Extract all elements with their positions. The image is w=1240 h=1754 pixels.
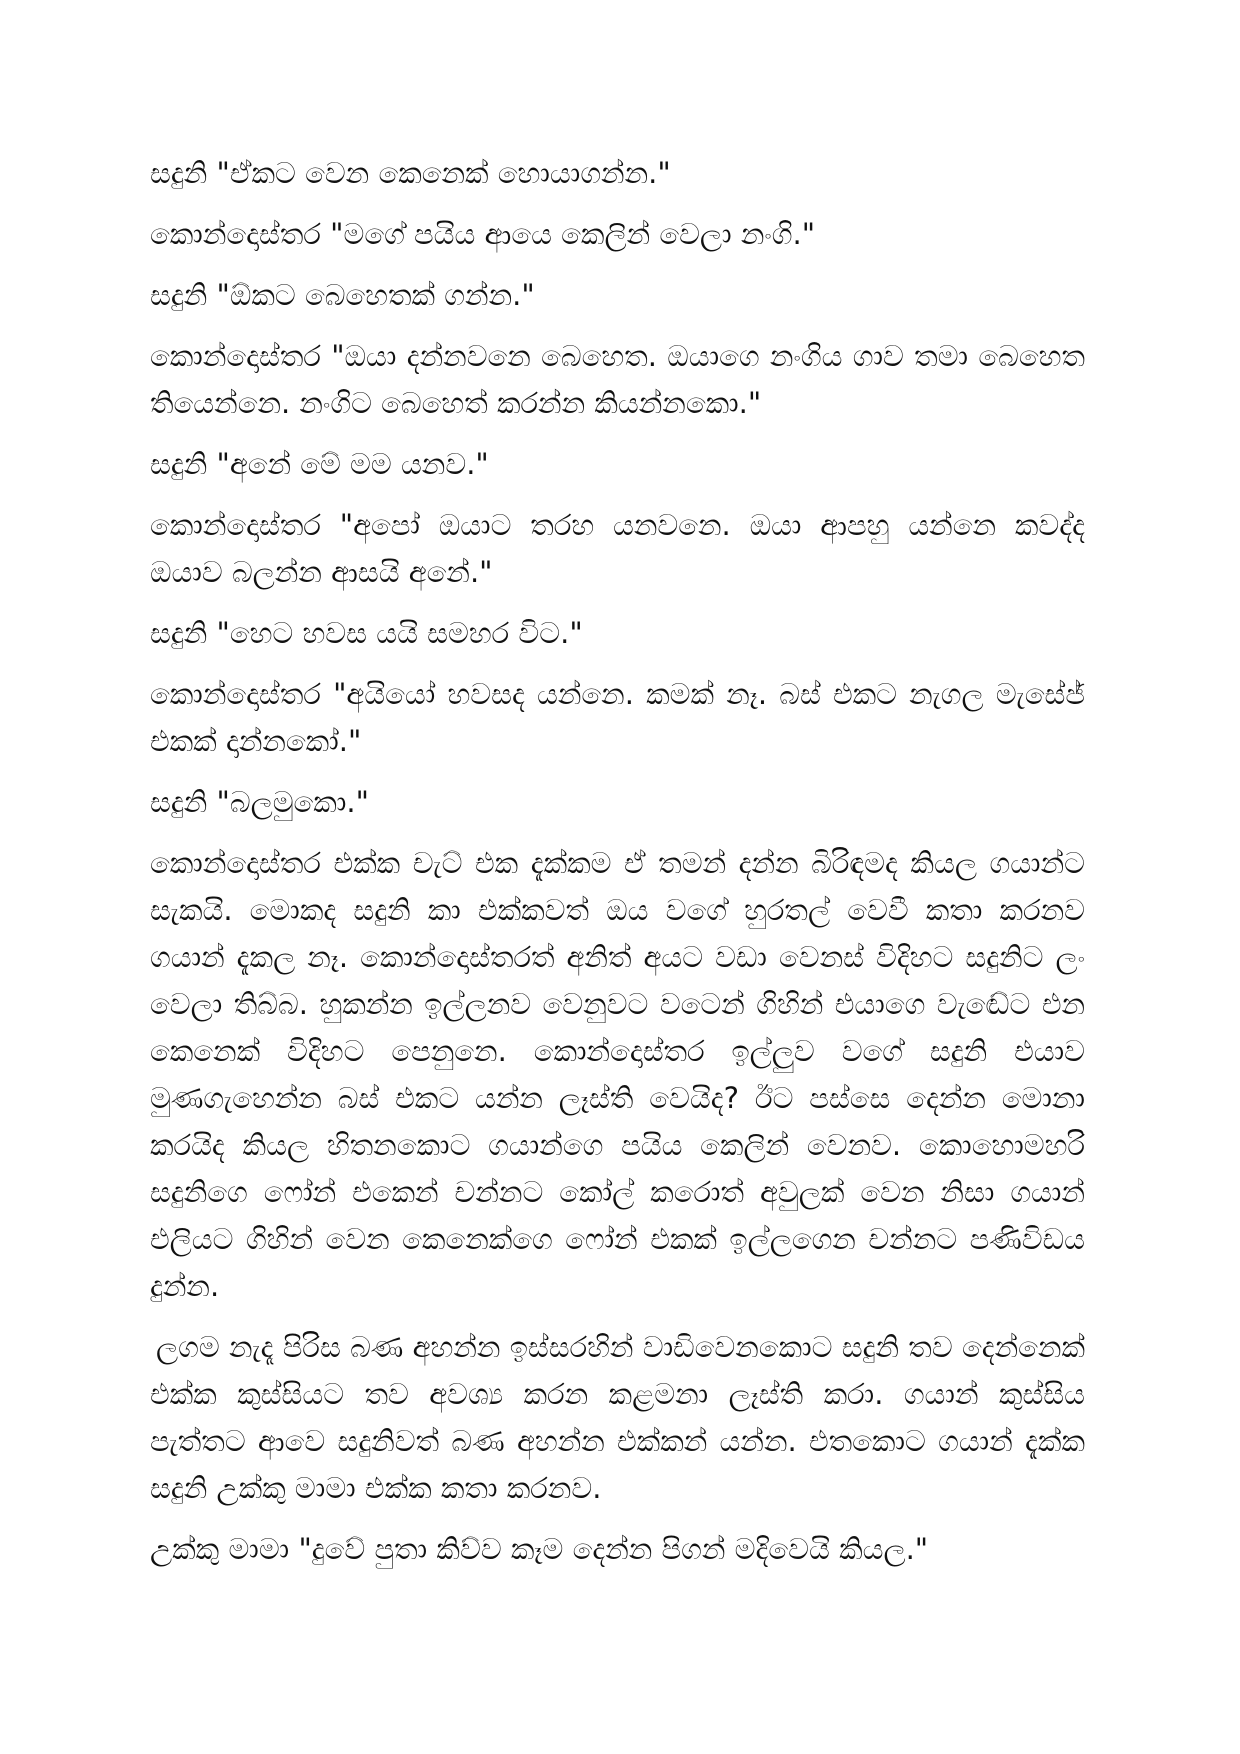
dialogue-line: සදුනි "ඕකට බෙහෙතක් ගන්න." bbox=[150, 278, 535, 312]
narrative-paragraph: ලගම නැදෑ පිරිස බණ අහන්න ඉස්සරහින් වාඩිවෙනකොට සදුනි තව දෙන්නෙක් එක්ක කුස්සියට තව අවශ්‍ය කරන කළමනා ලෑස්ති කරා. ගයාන් කුස්සිය පැත්තට ආවෙ සදුනිවත් බණ අහන්න එක්කන් යන්න. එතකොට ගයාන් දැක්ක සදුනි උක්කු මාමා එක්ක කතා කරනව. bbox=[150, 1330, 1085, 1505]
dialogue-line: සදුනි "අනේ මේ මම යනව." bbox=[150, 447, 489, 481]
document-page bbox=[150, 150, 1085, 1587]
dialogue-line: උක්කු මාමා "දුවේ පුතා කිව්ව කෑම දෙන්න පිගන් මදිවෙයි කියල." bbox=[150, 1532, 929, 1566]
dialogue-line: සදුනි "හෙට හවස යයි සමහර විට." bbox=[150, 616, 583, 650]
dialogue-line: සදුනි "ඒකට වෙන කෙනෙක් හොයාගන්න." bbox=[150, 156, 671, 190]
dialogue-line: කොන්දොස්තර "ඔයා දන්නවනෙ බෙහෙත. ඔයාගෙ නංගිය ගාව තමා බෙහෙත තියෙන්නෙ. නංගිට බෙහෙත් කරන්න කියන්නකො." bbox=[150, 339, 1085, 420]
dialogue-line: කොන්දොස්තර "අපෝ ඔයාට තරහ යනවනෙ. ඔයා ආපහු යන්නෙ කවද්ද ඔයාව බලන්න ආසයි අනේ." bbox=[150, 508, 1085, 589]
narrative-paragraph: කොන්දොස්තර එක්ක චැට් එක දැක්කම ඒ තමන් දන්න බිරිඳමද කියල ගයාන්ට සැකයි. මොකද සදුනි කා එක්කවත් ඔය වගේ හුරතල් වෙවී කතා කරනව ගයාන් දැකල නෑ. කොන්දොස්තරත් අනිත් අයට වඩා වෙනස් විදිහට සදුනිට ලං වෙලා තිබ්බ. හුකන්න ඉල්ලනව වෙනුවට වටෙන් ගිහින් එයාගෙ වැඬේට එන කෙනෙක් විදිහට පෙනුනෙ. කොන්දොස්තර ඉල්ලුව වගේ සදුනි එයාව මුණගැහෙන්න බස් එකට යන්න ලෑස්ති වෙයිද? ඊට පස්සෙ දෙන්න මොනා කරයිද කියල හිතනකොට ගයාන්ගෙ පයිය කෙලින් වෙනව. කොහොමහරි සදුනිගෙ ෆෝන් එකෙන් චන්නට කෝල් කරොත් අවුලක් වෙන නිසා ගයාන් එලියට ගිහින් වෙන කෙනෙක්ගෙ ෆෝන් එකක් ඉල්ලගෙන චන්නට පණිවිඩය දුන්න. bbox=[150, 846, 1085, 1303]
dialogue-line: සදුනි "බලමුකො." bbox=[150, 785, 369, 819]
dialogue-line: කොන්දොස්තර "මගේ පයිය ආයෙ කෙලින් වෙලා නංගි." bbox=[150, 217, 816, 251]
dialogue-line: කොන්දොස්තර "අයියෝ හවසද යන්නෙ. කමක් නෑ. බස් එකට නැගල මැසේජ් එකක් දාන්නකෝ." bbox=[150, 677, 1085, 758]
